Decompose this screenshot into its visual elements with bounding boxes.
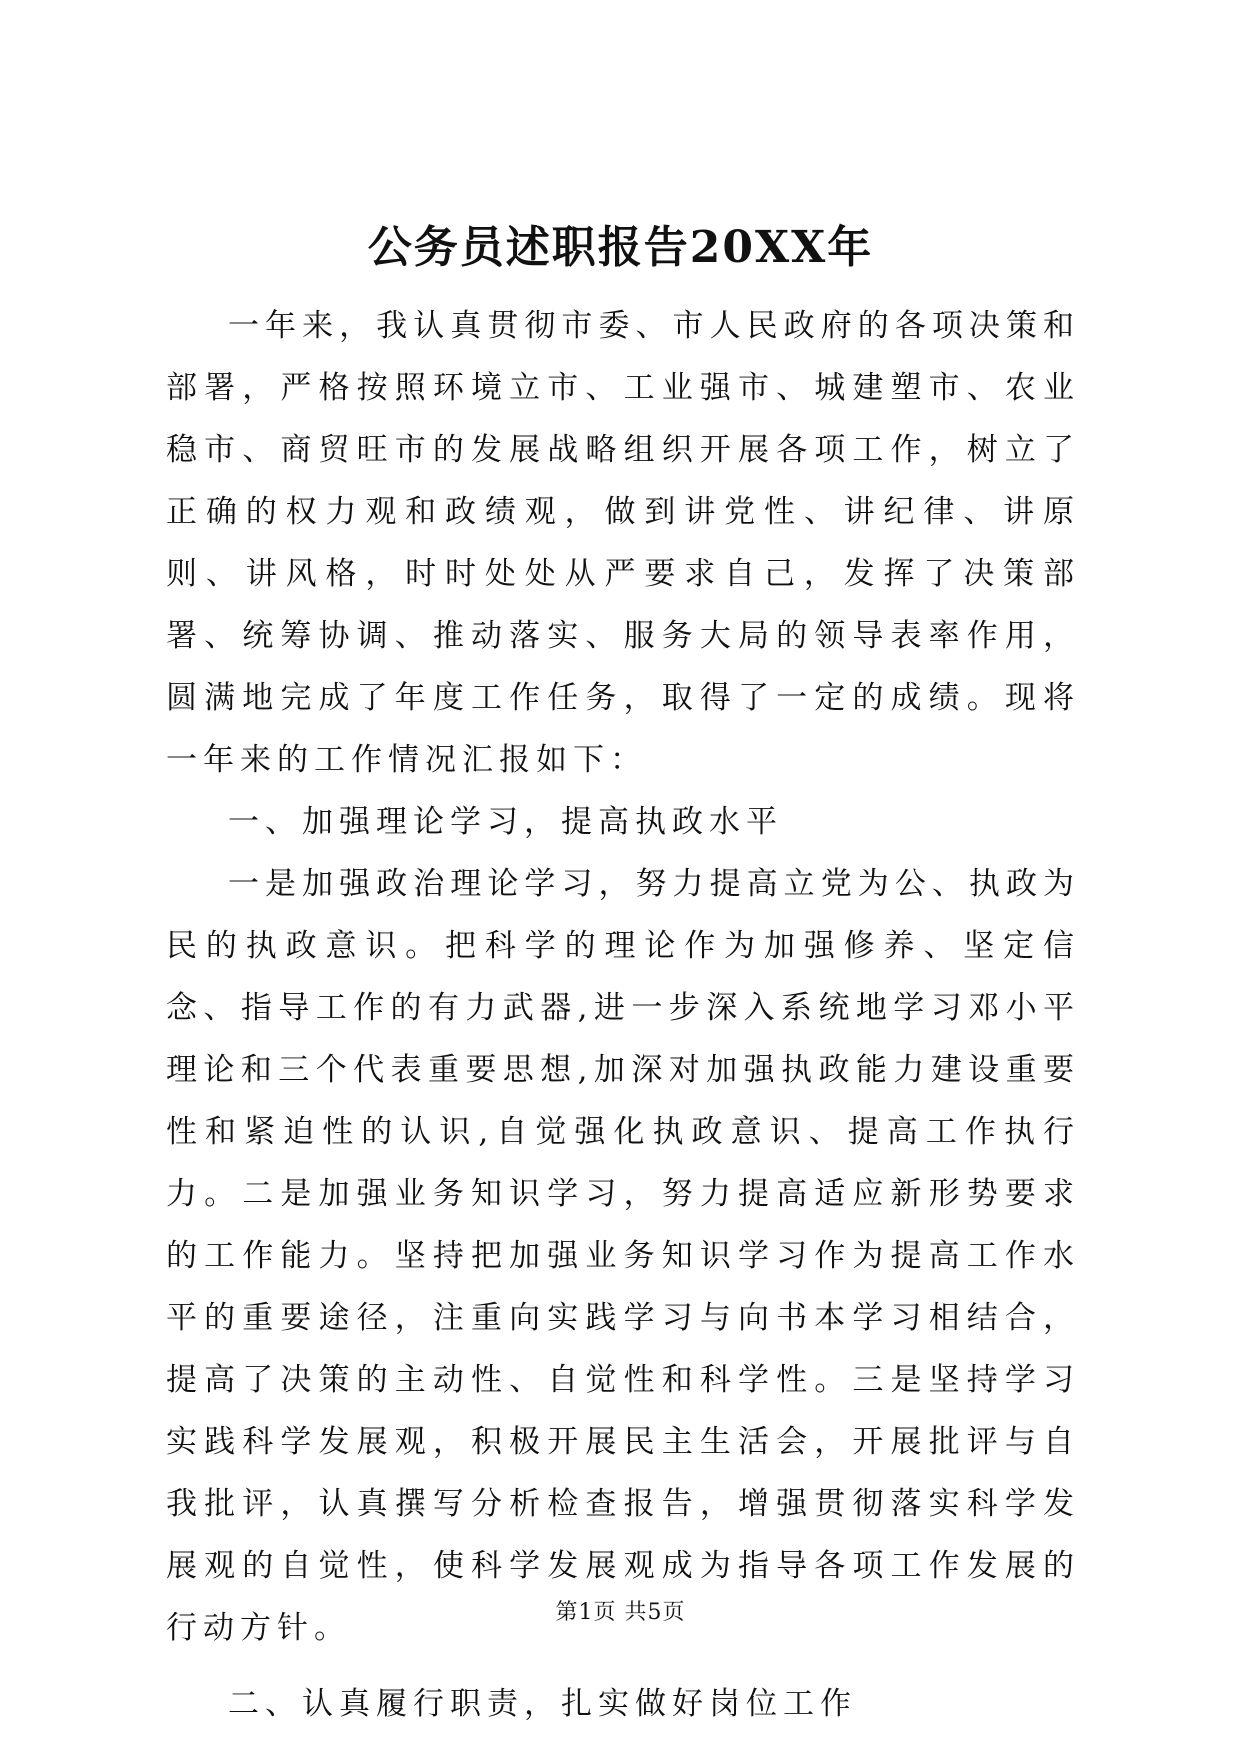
section-heading-2: 二、认真履行职责，扎实做好岗位工作 xyxy=(228,1686,857,1722)
document-title: 公务员述职报告20XX年 xyxy=(367,222,874,273)
section-heading-1: 一、加强理论学习，提高执政水平 xyxy=(228,804,783,840)
intro-paragraph: 一年来，我认真贯彻市委、市人民政府的各项决策和部署，严格按照环境立市、工业强市、城建塑市、农业稳市、商贸旺市的发展战略组织开展各项工作，树立了正确的权力观和政绩观，做到讲党性、讲纪律、讲原则、讲风格，时时处处从严要求自己，发挥了决策部署、统筹协调、推动落实、服务大局的领导表率作用，圆满地完成了年度工作任务，取得了一定的成绩。现将一年来的工作情况汇报如下： xyxy=(166,308,1080,778)
page-footer: 第1页 共5页 xyxy=(555,1600,686,1625)
section-1-paragraph: 一是加强政治理论学习，努力提高立党为公、执政为民的执政意识。把科学的理论作为加强修养、坚定信念、指导工作的有力武器,进一步深入系统地学习邓小平理论和三个代表重要思想,加深对加强执政能力建设重要性和紧迫性的认识,自觉强化执政意识、提高工作执行力。二是加强业务知识学习，努力提高适应新形势要求的工作能力。坚持把加强业务知识学习作为提高工作水平的重要途径，注重向实践学习与向书本学习相结合，提高了决策的主动性、自觉性和科学性。三是坚持学习实践科学发展观，积极开展民主生活会，开展批评与自我批评，认真撰写分析检查报告，增强贯彻落实科学发展观的自觉性，使科学发展观成为指导各项工作发展的行动方针。 xyxy=(166,866,1080,1646)
document-body xyxy=(166,295,1080,1735)
